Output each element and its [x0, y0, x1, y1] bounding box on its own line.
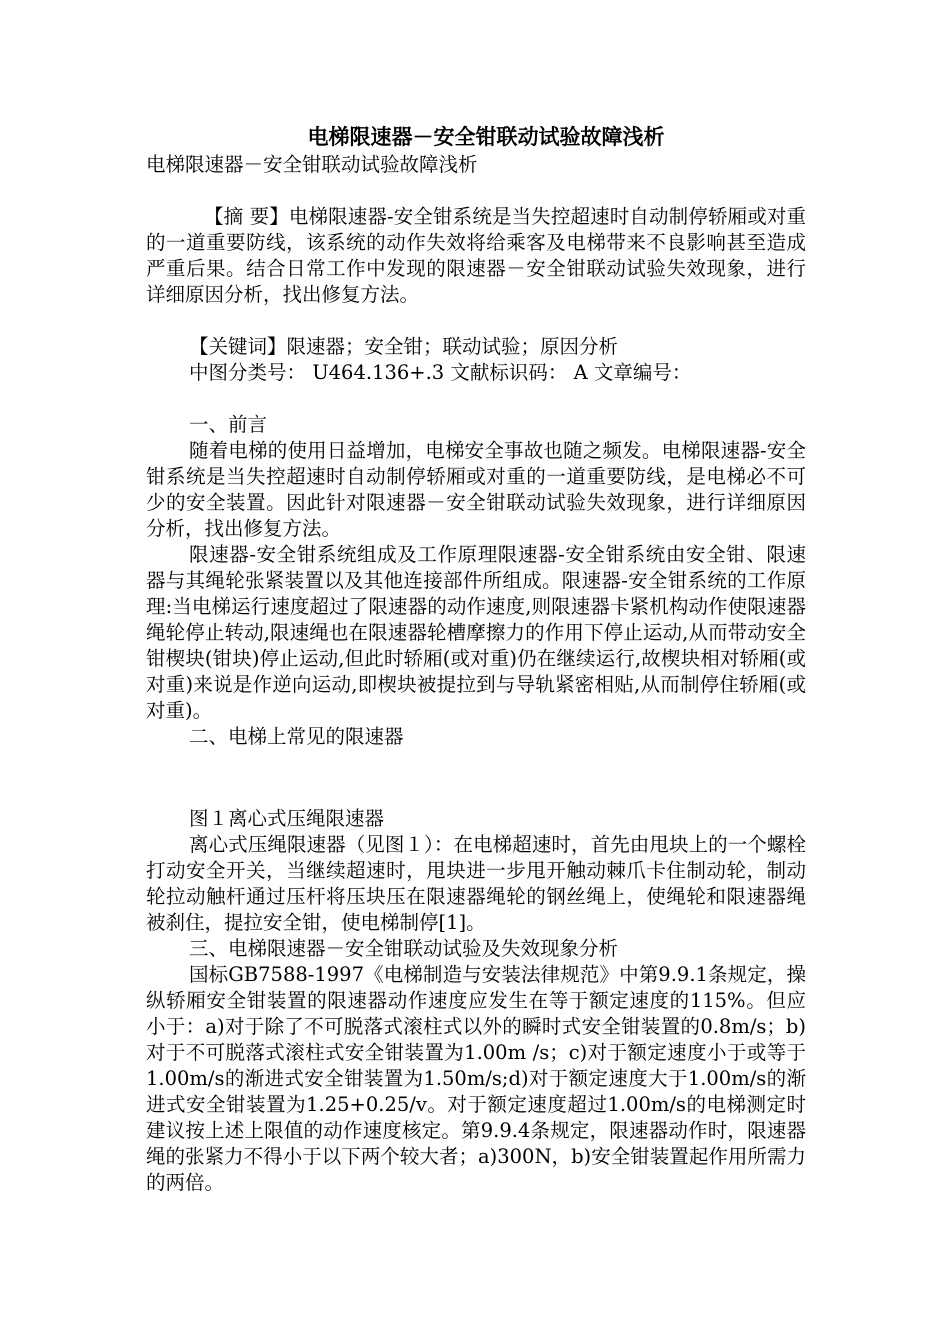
section2-paragraph-1: 离心式压绳限速器（见图１）：在电梯超速时，首先由甩块上的一个螺栓打动安全开关，当继续超速时，甩块进一步甩开触动棘爪卡住制动轮，制动轮拉动触杆通过压杆将压块压在限速器绳轮的钢丝绳上，使绳轮和限速器绳被刹住，提拉安全钳，使电梯制停[1]。 [146, 833, 806, 934]
abstract-paragraph: 【摘 要】电梯限速器-安全钳系统是当失控超速时自动制停轿厢或对重的一道重要防线，该系统的动作失效将给乘客及电梯带来不良影响甚至造成严重后果。结合日常工作中发现的限速器－安全钳联动试验失效现象，进行详细原因分析，找出修复方法。 [146, 205, 806, 306]
figure-placeholder [146, 750, 806, 806]
document-title: 电梯限速器－安全钳联动试验故障浅析 [307, 124, 665, 149]
section3-paragraph-1: 国标GB7588-1997《电梯制造与安装法律规范》中第9.9.1条规定，操纵轿厢安全钳装置的限速器动作速度应发生在等于额定速度的115%。但应小于：a)对于除了不可脱落式滚柱式以外的瞬时式安全钳装置的0.8m/s；b)对于不可脱落式滚柱式安全钳装置为1.00m /s；c)对于额定速度小于或等于1.00m/s的渐进式安全钳装置为1.50m/s;d)对于额定速度大于1.00m/s的渐进式安全钳装置为1.25+0.25/v。对于额定速度超过1.00m/s的电梯测定时建议按上述上限值的动作速度核定。第9.9.4条规定，限速器动作时，限速器绳的张紧力不得小于以下两个较大者；a)300N，b)安全钳装置起作用所需力的两倍。 [146, 963, 806, 1194]
figure1-caption: 图１离心式压绳限速器 [189, 807, 385, 830]
spacer [146, 308, 806, 334]
section1-paragraph-2: 限速器-安全钳系统组成及工作原理限速器-安全钳系统由安全钳、限速器与其绳轮张紧装置以及其他连接部件所组成。限速器-安全钳系统的工作原理:当电梯运行速度超过了限速器的动作速度,则限速器卡紧机构动作使限速器绳轮停止转动,限速绳也在限速器轮槽摩擦力的作用下停止运动,从而带动安全钳楔块(钳块)停止运动,但此时轿厢(或对重)仍在继续运行,故楔块相对轿厢(或对重)来说是作逆向运动,即楔块被提拉到与导轨紧密相贴,从而制停住轿厢(或对重)。 [146, 543, 806, 722]
keywords-line: 【关键词】限速器；安全钳；联动试验；原因分析 [189, 335, 619, 358]
section1-heading: 一、前言 [189, 413, 268, 436]
classification-line: 中图分类号： U464.136+.3 文献标识码： A 文章编号： [189, 361, 692, 384]
spacer [146, 178, 806, 204]
section2-heading: 二、电梯上常见的限速器 [189, 725, 404, 748]
spacer [146, 386, 806, 412]
document-body [146, 122, 806, 1196]
section1-paragraph-1: 随着电梯的使用日益增加，电梯安全事故也随之频发。电梯限速器-安全钳系统是当失控超速时自动制停轿厢或对重的一道重要防线，是电梯必不可少的安全装置。因此针对限速器－安全钳联动试验失效现象，进行详细原因分析，找出修复方法。 [146, 439, 806, 540]
section3-heading: 三、电梯限速器－安全钳联动试验及失效现象分析 [189, 937, 619, 960]
document-subtitle: 电梯限速器－安全钳联动试验故障浅析 [146, 153, 478, 176]
